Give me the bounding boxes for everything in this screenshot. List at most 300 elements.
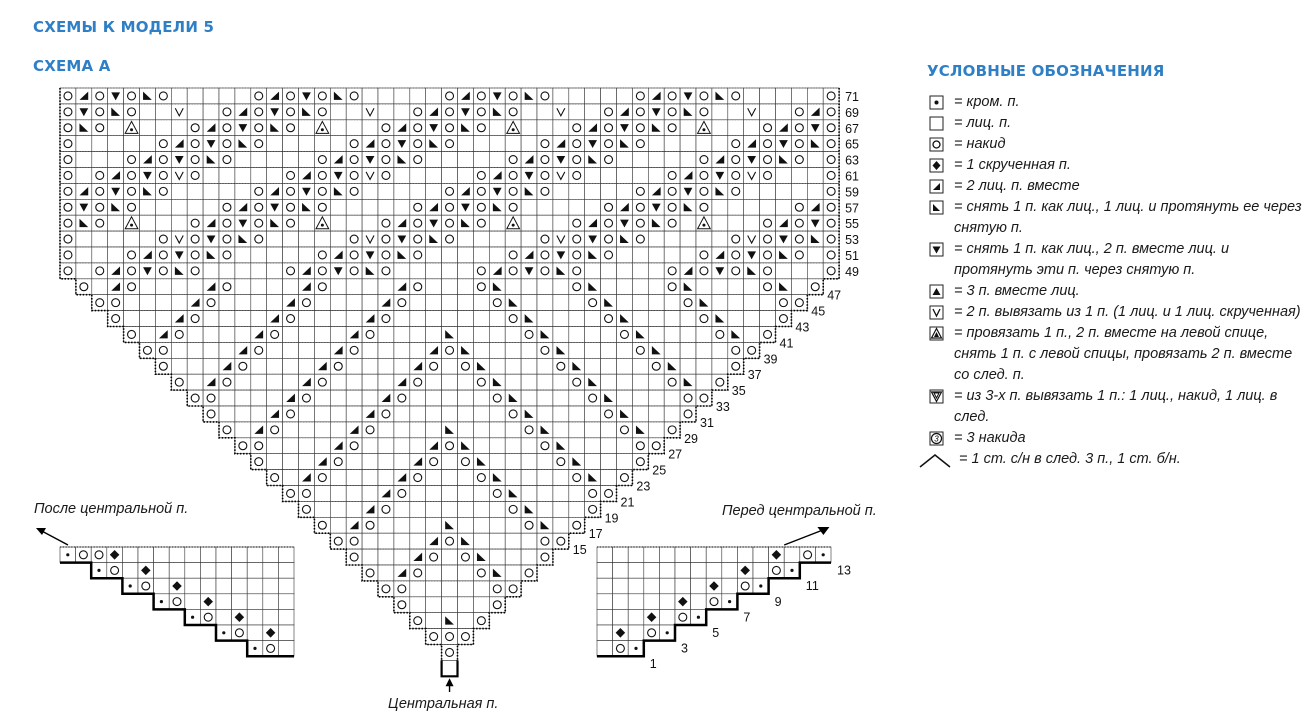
grid-cell bbox=[537, 231, 553, 247]
grid-cell bbox=[278, 609, 294, 625]
grid-cell bbox=[299, 422, 315, 438]
grid-cell bbox=[219, 104, 235, 120]
grid-cell bbox=[330, 199, 346, 215]
grid-cell bbox=[648, 168, 664, 184]
grid-cell bbox=[505, 581, 521, 597]
grid-cell bbox=[728, 231, 744, 247]
grid-cell bbox=[521, 374, 537, 390]
grid-cell bbox=[664, 231, 680, 247]
grid-cell bbox=[426, 613, 442, 629]
grid-cell bbox=[187, 358, 203, 374]
grid-cell bbox=[458, 374, 474, 390]
grid-cell bbox=[219, 422, 235, 438]
grid-cell bbox=[140, 327, 156, 343]
grid-cell bbox=[251, 231, 267, 247]
grid-cell bbox=[617, 327, 633, 343]
grid-cell bbox=[521, 295, 537, 311]
center-arrow-head bbox=[446, 678, 454, 686]
grid-cell bbox=[473, 136, 489, 152]
grid-cell bbox=[442, 231, 458, 247]
grid-cell bbox=[92, 136, 108, 152]
grid-cell bbox=[278, 594, 294, 610]
grid-cell bbox=[553, 390, 569, 406]
grid-cell bbox=[410, 120, 426, 136]
grid-cell bbox=[92, 104, 108, 120]
grid-cell bbox=[776, 88, 792, 104]
grid-cell bbox=[601, 168, 617, 184]
grid-cell bbox=[330, 279, 346, 295]
grid-cell bbox=[346, 295, 362, 311]
grid-cell bbox=[442, 374, 458, 390]
grid-cell bbox=[442, 183, 458, 199]
grid-cell bbox=[442, 438, 458, 454]
grid-cell bbox=[585, 422, 601, 438]
grid-cell bbox=[553, 454, 569, 470]
grid-cell bbox=[155, 120, 171, 136]
grid-cell bbox=[597, 563, 613, 579]
grid-cell bbox=[267, 342, 283, 358]
grid-cell bbox=[760, 199, 776, 215]
grid-cell bbox=[200, 563, 216, 579]
grid-cell bbox=[426, 88, 442, 104]
grid-cell bbox=[410, 470, 426, 486]
grid-cell bbox=[235, 295, 251, 311]
row-number: 37 bbox=[747, 368, 762, 383]
grid-cell bbox=[200, 578, 216, 594]
grid-cell bbox=[203, 183, 219, 199]
left-arrow-head bbox=[36, 528, 46, 535]
legend-item: = кром. п. bbox=[929, 92, 1309, 113]
grid-cell bbox=[124, 104, 140, 120]
grid-cell bbox=[505, 517, 521, 533]
grid-cell bbox=[569, 104, 585, 120]
right-arrow-line bbox=[784, 529, 825, 545]
grid-cell bbox=[394, 263, 410, 279]
grid-cell bbox=[473, 88, 489, 104]
grid-cell bbox=[569, 517, 585, 533]
grid-cell bbox=[362, 533, 378, 549]
grid-cell bbox=[185, 547, 201, 563]
grid-cell bbox=[760, 327, 776, 343]
grid-cell bbox=[585, 486, 601, 502]
grid-cell bbox=[569, 406, 585, 422]
grid-cell bbox=[216, 609, 232, 625]
grid-cell bbox=[617, 88, 633, 104]
grid-cell bbox=[76, 547, 92, 563]
decrease-combo-dot bbox=[702, 224, 705, 227]
grid-cell bbox=[251, 247, 267, 263]
grid-cell bbox=[283, 342, 299, 358]
grid-cell bbox=[426, 168, 442, 184]
grid-cell bbox=[394, 358, 410, 374]
grid-cell bbox=[235, 406, 251, 422]
grid-cell bbox=[235, 152, 251, 168]
grid-cell bbox=[458, 581, 474, 597]
grid-cell bbox=[410, 199, 426, 215]
grid-cell bbox=[696, 168, 712, 184]
grid-cell bbox=[521, 279, 537, 295]
grid-cell bbox=[442, 136, 458, 152]
grid-cell bbox=[648, 438, 664, 454]
grid-cell bbox=[426, 390, 442, 406]
grid-cell bbox=[426, 565, 442, 581]
grid-cell bbox=[712, 231, 728, 247]
legend-item: = лиц. п. bbox=[929, 113, 1309, 134]
grid-cell bbox=[283, 486, 299, 502]
grid-cell bbox=[235, 183, 251, 199]
grid-cell bbox=[585, 342, 601, 358]
grid-cell bbox=[791, 199, 807, 215]
row-number: 43 bbox=[795, 320, 810, 335]
grid-cell bbox=[122, 547, 138, 563]
grid-cell bbox=[458, 327, 474, 343]
grid-cell bbox=[362, 549, 378, 565]
grid-cell bbox=[76, 168, 92, 184]
grid-cell bbox=[203, 342, 219, 358]
grid-cell bbox=[791, 152, 807, 168]
grid-cell bbox=[473, 199, 489, 215]
grid-cell bbox=[299, 231, 315, 247]
grid-cell bbox=[410, 533, 426, 549]
grid-cell bbox=[473, 533, 489, 549]
grid-cell bbox=[251, 311, 267, 327]
grid-cell bbox=[521, 517, 537, 533]
grid-cell bbox=[283, 152, 299, 168]
grid-cell bbox=[187, 199, 203, 215]
row-number: 67 bbox=[845, 121, 860, 136]
grid-cell bbox=[283, 358, 299, 374]
grid-cell bbox=[378, 501, 394, 517]
grid-cell bbox=[314, 231, 330, 247]
grid-cell bbox=[346, 152, 362, 168]
grid-cell bbox=[505, 168, 521, 184]
grid-cell bbox=[722, 578, 738, 594]
grid-cell bbox=[378, 581, 394, 597]
grid-cell bbox=[521, 438, 537, 454]
row-number: 19 bbox=[604, 511, 619, 526]
grid-cell bbox=[378, 231, 394, 247]
edge-stitch-mark bbox=[666, 631, 669, 634]
grid-cell bbox=[760, 120, 776, 136]
grid-cell bbox=[473, 581, 489, 597]
grid-cell bbox=[171, 327, 187, 343]
grid-cell bbox=[330, 120, 346, 136]
grid-cell bbox=[378, 183, 394, 199]
grid-cell bbox=[537, 533, 553, 549]
grid-cell bbox=[458, 549, 474, 565]
grid-cell bbox=[791, 231, 807, 247]
grid-cell bbox=[823, 136, 839, 152]
grid-cell bbox=[505, 342, 521, 358]
legend-item: = 2 п. вывязать из 1 п. (1 лиц. и 1 лиц. скрученная) bbox=[929, 302, 1309, 323]
row-number: 29 bbox=[684, 431, 699, 446]
grid-cell bbox=[553, 279, 569, 295]
grid-cell bbox=[187, 327, 203, 343]
grid-cell bbox=[696, 136, 712, 152]
grid-cell bbox=[378, 438, 394, 454]
grid-cell bbox=[378, 279, 394, 295]
grid-cell bbox=[187, 136, 203, 152]
grid-cell bbox=[410, 486, 426, 502]
grid-cell bbox=[219, 279, 235, 295]
grid-cell bbox=[585, 406, 601, 422]
grid-cell bbox=[664, 263, 680, 279]
grid-cell bbox=[585, 327, 601, 343]
grid-cell bbox=[330, 136, 346, 152]
grid-cell bbox=[680, 152, 696, 168]
grid-cell bbox=[362, 327, 378, 343]
grid-cell bbox=[346, 342, 362, 358]
grid-cell bbox=[426, 358, 442, 374]
grid-cell bbox=[362, 104, 378, 120]
grid-cell bbox=[251, 88, 267, 104]
grid-cell bbox=[537, 470, 553, 486]
grid-cell bbox=[378, 470, 394, 486]
grid-cell bbox=[171, 231, 187, 247]
grid-cell bbox=[664, 247, 680, 263]
grid-cell bbox=[659, 609, 675, 625]
grid-cell bbox=[617, 279, 633, 295]
grid-cell bbox=[680, 311, 696, 327]
grid-cell bbox=[601, 374, 617, 390]
grid-cell bbox=[124, 295, 140, 311]
grid-cell bbox=[505, 470, 521, 486]
grid-cell bbox=[728, 168, 744, 184]
grid-cell bbox=[263, 594, 279, 610]
grid-cell bbox=[601, 88, 617, 104]
grid-cell bbox=[537, 199, 553, 215]
grid-cell bbox=[283, 215, 299, 231]
grid-cell bbox=[601, 104, 617, 120]
grid-cell bbox=[346, 168, 362, 184]
grid-cell bbox=[378, 358, 394, 374]
grid-cell bbox=[278, 547, 294, 563]
grid-cell bbox=[378, 549, 394, 565]
grid-cell bbox=[680, 120, 696, 136]
grid-cell bbox=[569, 183, 585, 199]
grid-cell bbox=[553, 470, 569, 486]
grid-cell bbox=[187, 311, 203, 327]
grid-cell bbox=[140, 311, 156, 327]
grid-cell bbox=[696, 390, 712, 406]
grid-cell bbox=[489, 152, 505, 168]
grid-cell bbox=[537, 279, 553, 295]
grid-cell bbox=[569, 327, 585, 343]
grid-cell bbox=[278, 578, 294, 594]
grid-cell bbox=[263, 547, 279, 563]
grid-cell bbox=[489, 390, 505, 406]
grid-cell bbox=[760, 215, 776, 231]
grid-cell bbox=[776, 263, 792, 279]
grid-cell bbox=[442, 629, 458, 645]
grid-cell bbox=[675, 547, 691, 563]
grid-cell bbox=[314, 199, 330, 215]
grid-cell bbox=[426, 279, 442, 295]
grid-cell bbox=[680, 215, 696, 231]
grid-cell bbox=[283, 104, 299, 120]
grid-cell bbox=[585, 454, 601, 470]
grid-cell bbox=[299, 501, 315, 517]
grid-cell bbox=[569, 136, 585, 152]
grid-cell bbox=[314, 342, 330, 358]
grid-cell bbox=[155, 183, 171, 199]
grid-cell bbox=[394, 422, 410, 438]
grid-cell bbox=[124, 311, 140, 327]
grid-cell bbox=[823, 263, 839, 279]
grid-cell bbox=[537, 215, 553, 231]
grid-cell bbox=[537, 168, 553, 184]
grid-cell bbox=[235, 279, 251, 295]
row-number: 49 bbox=[845, 264, 860, 279]
grid-cell bbox=[426, 183, 442, 199]
grid-cell bbox=[283, 374, 299, 390]
grid-cell bbox=[569, 486, 585, 502]
grid-cell bbox=[644, 578, 660, 594]
grid-cell bbox=[458, 279, 474, 295]
grid-cell bbox=[458, 247, 474, 263]
grid-cell bbox=[728, 199, 744, 215]
grid-cell bbox=[537, 183, 553, 199]
grid-cell bbox=[299, 136, 315, 152]
grid-cell bbox=[394, 88, 410, 104]
grid-cell bbox=[632, 152, 648, 168]
grid-cell bbox=[760, 88, 776, 104]
grid-cell bbox=[489, 581, 505, 597]
grid-cell bbox=[235, 88, 251, 104]
grid-cell bbox=[410, 327, 426, 343]
legend-item: = 3 п. вместе лиц. bbox=[929, 281, 1309, 302]
grid-cell bbox=[489, 358, 505, 374]
grid-cell bbox=[628, 609, 644, 625]
grid-cell bbox=[155, 342, 171, 358]
grid-cell bbox=[823, 199, 839, 215]
grid-cell bbox=[648, 374, 664, 390]
grid-cell bbox=[617, 438, 633, 454]
grid-cell bbox=[521, 390, 537, 406]
grid-cell bbox=[473, 374, 489, 390]
grid-cell bbox=[537, 152, 553, 168]
grid-cell bbox=[362, 342, 378, 358]
grid-cell bbox=[473, 390, 489, 406]
grid-cell bbox=[737, 547, 753, 563]
grid-cell bbox=[632, 215, 648, 231]
grid-cell bbox=[60, 136, 76, 152]
grid-cell bbox=[235, 390, 251, 406]
grid-cell bbox=[473, 597, 489, 613]
grid-cell bbox=[346, 549, 362, 565]
grid-cell bbox=[537, 374, 553, 390]
grid-cell bbox=[458, 295, 474, 311]
grid-cell bbox=[613, 609, 629, 625]
grid-cell bbox=[696, 311, 712, 327]
grid-cell bbox=[362, 565, 378, 581]
grid-cell bbox=[346, 374, 362, 390]
grid-cell bbox=[505, 327, 521, 343]
grid-cell bbox=[394, 342, 410, 358]
grid-cell bbox=[458, 406, 474, 422]
grid-cell bbox=[91, 547, 107, 563]
grid-cell bbox=[283, 88, 299, 104]
grid-cell bbox=[712, 199, 728, 215]
grid-cell bbox=[648, 247, 664, 263]
grid-cell bbox=[299, 406, 315, 422]
grid-cell bbox=[410, 342, 426, 358]
grid-cell bbox=[601, 406, 617, 422]
grid-cell bbox=[664, 215, 680, 231]
grid-cell bbox=[187, 183, 203, 199]
grid-cell bbox=[187, 263, 203, 279]
grid-cell bbox=[632, 88, 648, 104]
grid-cell bbox=[442, 454, 458, 470]
grid-cell bbox=[691, 547, 707, 563]
grid-cell bbox=[680, 358, 696, 374]
grid-cell bbox=[585, 168, 601, 184]
grid-cell bbox=[585, 438, 601, 454]
grid-cell bbox=[124, 199, 140, 215]
grid-cell bbox=[617, 470, 633, 486]
grid-cell bbox=[108, 247, 124, 263]
grid-cell bbox=[154, 578, 170, 594]
grid-cell bbox=[617, 168, 633, 184]
grid-cell bbox=[597, 594, 613, 610]
grid-cell bbox=[613, 563, 629, 579]
grid-cell bbox=[807, 183, 823, 199]
grid-cell bbox=[744, 231, 760, 247]
grid-cell bbox=[108, 136, 124, 152]
grid-cell bbox=[569, 88, 585, 104]
grid-cell bbox=[251, 183, 267, 199]
grid-cell bbox=[585, 390, 601, 406]
grid-cell bbox=[648, 263, 664, 279]
grid-cell bbox=[722, 547, 738, 563]
row-number: 53 bbox=[845, 233, 860, 248]
grid-cell bbox=[744, 311, 760, 327]
grid-cell bbox=[330, 215, 346, 231]
grid-cell bbox=[410, 406, 426, 422]
grid-cell bbox=[728, 358, 744, 374]
grid-cell bbox=[458, 152, 474, 168]
grid-cell bbox=[807, 88, 823, 104]
grid-cell bbox=[346, 231, 362, 247]
grid-cell bbox=[632, 374, 648, 390]
grid-cell bbox=[458, 263, 474, 279]
grid-cell bbox=[617, 342, 633, 358]
knit-stitch-icon bbox=[929, 116, 945, 132]
edge-stitch-icon bbox=[929, 95, 945, 111]
grid-cell bbox=[442, 120, 458, 136]
row-number: 31 bbox=[700, 415, 714, 430]
grid-cell bbox=[140, 279, 156, 295]
grid-cell bbox=[791, 279, 807, 295]
grid-cell bbox=[791, 183, 807, 199]
grid-cell bbox=[235, 358, 251, 374]
grid-cell bbox=[675, 563, 691, 579]
grid-cell bbox=[675, 578, 691, 594]
k3tog-icon bbox=[929, 284, 945, 300]
grid-cell bbox=[410, 438, 426, 454]
grid-cell bbox=[569, 263, 585, 279]
grid-cell bbox=[601, 247, 617, 263]
grid-cell bbox=[569, 438, 585, 454]
grid-cell bbox=[505, 88, 521, 104]
legend-item: = из 3-х п. вывязать 1 п.: 1 лиц., накид, 1 лиц. в след. bbox=[929, 386, 1309, 428]
grid-cell bbox=[791, 168, 807, 184]
grid-cell bbox=[521, 199, 537, 215]
grid-cell bbox=[664, 374, 680, 390]
grid-cell bbox=[442, 247, 458, 263]
grid-cell bbox=[644, 594, 660, 610]
grid-cell bbox=[426, 406, 442, 422]
